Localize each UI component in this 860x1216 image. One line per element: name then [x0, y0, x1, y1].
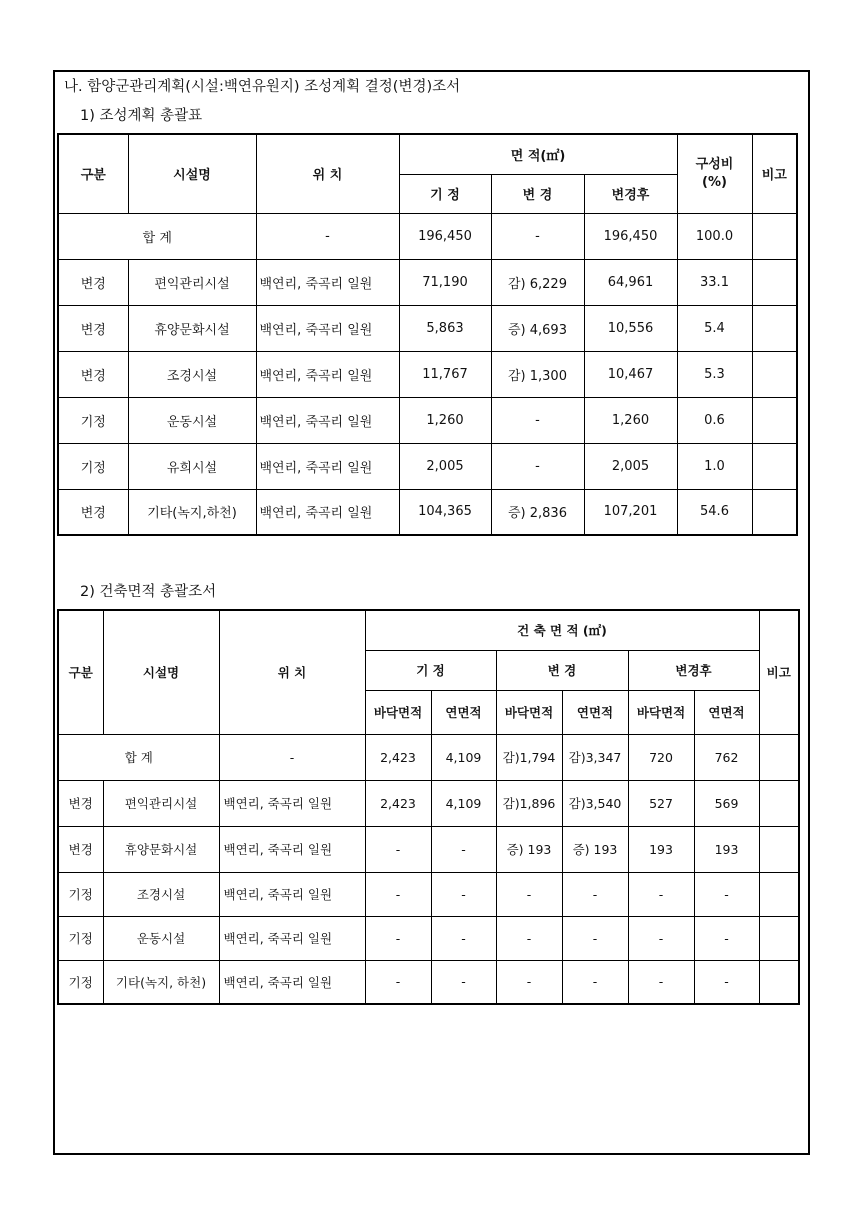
table-row: [58, 960, 799, 1004]
cell-facility: 기타(녹지, 하천): [103, 960, 219, 1004]
building-area-summary-table: [57, 609, 800, 1005]
section-title: 나. 함양군관리계획(시설:백연유원지) 조성계획 결정(변경)조서: [64, 79, 461, 95]
cell-remarks: [752, 305, 797, 351]
cell-category: 변경: [58, 826, 103, 872]
header-total-floor-area: 연면적: [431, 690, 496, 734]
cell-facility: 운동시설: [103, 916, 219, 960]
cell-change-total: 감)3,540: [562, 780, 628, 826]
header-facility: 시설명: [128, 134, 256, 213]
cell-existing-total: 4,109: [431, 734, 496, 780]
cell-location: 백연리, 죽곡리 일원: [219, 916, 365, 960]
cell-location: 백연리, 죽곡리 일원: [256, 397, 399, 443]
cell-location: -: [256, 213, 399, 259]
table-row: [58, 916, 799, 960]
cell-after-floor: -: [628, 960, 694, 1004]
cell-existing: 71,190: [399, 259, 491, 305]
cell-after-floor: -: [628, 872, 694, 916]
cell-ratio: 1.0: [677, 443, 752, 489]
cell-existing-total: 4,109: [431, 780, 496, 826]
header-area-group: 건 축 면 적 (㎡): [365, 610, 759, 650]
cell-after-total: -: [694, 872, 759, 916]
cell-facility: 조경시설: [128, 351, 256, 397]
header-remarks: 비고: [752, 134, 797, 213]
cell-category: 변경: [58, 489, 128, 535]
cell-change: 증) 4,693: [491, 305, 584, 351]
cell-facility: 휴양문화시설: [128, 305, 256, 351]
cell-after-floor: 720: [628, 734, 694, 780]
cell-remarks: [752, 397, 797, 443]
cell-category: 기정: [58, 916, 103, 960]
cell-existing-total: -: [431, 916, 496, 960]
cell-change-floor: -: [496, 872, 562, 916]
cell-location: 백연리, 죽곡리 일원: [256, 351, 399, 397]
cell-existing: 196,450: [399, 213, 491, 259]
table-row: [58, 351, 797, 397]
cell-existing-total: -: [431, 960, 496, 1004]
cell-location: 백연리, 죽곡리 일원: [256, 259, 399, 305]
cell-category: 기정: [58, 397, 128, 443]
cell-remarks: [752, 443, 797, 489]
cell-category: 변경: [58, 259, 128, 305]
cell-change: -: [491, 397, 584, 443]
cell-after-floor: 527: [628, 780, 694, 826]
cell-existing: 5,863: [399, 305, 491, 351]
cell-after: 196,450: [584, 213, 677, 259]
cell-remarks: [752, 351, 797, 397]
cell-existing: 104,365: [399, 489, 491, 535]
cell-category: 기정: [58, 960, 103, 1004]
cell-existing: 1,260: [399, 397, 491, 443]
cell-existing-floor: -: [365, 826, 431, 872]
cell-after-total: 569: [694, 780, 759, 826]
cell-category: 기정: [58, 872, 103, 916]
cell-after: 107,201: [584, 489, 677, 535]
cell-change-floor: 감)1,896: [496, 780, 562, 826]
header-total-floor-area: 연면적: [562, 690, 628, 734]
cell-remarks: [759, 780, 799, 826]
cell-location: 백연리, 죽곡리 일원: [256, 305, 399, 351]
cell-facility: 휴양문화시설: [103, 826, 219, 872]
cell-after: 2,005: [584, 443, 677, 489]
cell-facility: 운동시설: [128, 397, 256, 443]
cell-existing-floor: -: [365, 960, 431, 1004]
cell-change-total: 증) 193: [562, 826, 628, 872]
cell-category: 기정: [58, 443, 128, 489]
cell-location: 백연리, 죽곡리 일원: [256, 489, 399, 535]
header-existing: 기 정: [399, 174, 491, 213]
cell-facility: 유희시설: [128, 443, 256, 489]
cell-change-total: -: [562, 872, 628, 916]
cell-after-total: 193: [694, 826, 759, 872]
cell-after-total: -: [694, 916, 759, 960]
header-floor-area: 바닥면적: [496, 690, 562, 734]
cell-remarks: [759, 734, 799, 780]
cell-change-total: 감)3,347: [562, 734, 628, 780]
table-row: [58, 872, 799, 916]
cell-change-total: -: [562, 960, 628, 1004]
table-row: [58, 443, 797, 489]
cell-after: 1,260: [584, 397, 677, 443]
cell-remarks: [752, 259, 797, 305]
cell-existing-total: -: [431, 826, 496, 872]
header-location: 위 치: [256, 134, 399, 213]
cell-after: 10,556: [584, 305, 677, 351]
site-plan-summary-table: [57, 133, 798, 536]
table-row: [58, 259, 797, 305]
cell-category: 변경: [58, 351, 128, 397]
table-row: [58, 826, 799, 872]
cell-existing-floor: -: [365, 872, 431, 916]
header-facility: 시설명: [103, 610, 219, 734]
cell-location: 백연리, 죽곡리 일원: [219, 780, 365, 826]
cell-existing-floor: -: [365, 916, 431, 960]
cell-location: 백연리, 죽곡리 일원: [219, 826, 365, 872]
cell-remarks: [759, 916, 799, 960]
cell-ratio: 0.6: [677, 397, 752, 443]
cell-existing-total: -: [431, 872, 496, 916]
cell-existing: 11,767: [399, 351, 491, 397]
total-label: 합 계: [58, 734, 219, 780]
cell-existing-floor: 2,423: [365, 780, 431, 826]
cell-remarks: [752, 489, 797, 535]
cell-remarks: [759, 960, 799, 1004]
cell-change: 감) 6,229: [491, 259, 584, 305]
table-row: [58, 780, 799, 826]
cell-change: -: [491, 213, 584, 259]
header-floor-area: 바닥면적: [365, 690, 431, 734]
cell-change: 감) 1,300: [491, 351, 584, 397]
cell-after: 64,961: [584, 259, 677, 305]
header-category: 구분: [58, 610, 103, 734]
cell-ratio: 5.3: [677, 351, 752, 397]
cell-facility: 기타(녹지,하천): [128, 489, 256, 535]
cell-remarks: [759, 872, 799, 916]
table-row-total: [58, 734, 799, 780]
cell-facility: 조경시설: [103, 872, 219, 916]
cell-ratio: 100.0: [677, 213, 752, 259]
cell-remarks: [759, 826, 799, 872]
cell-change-floor: -: [496, 916, 562, 960]
header-after-change: 변경후: [584, 174, 677, 213]
header-area-group: 면 적(㎡): [399, 134, 677, 174]
cell-ratio: 5.4: [677, 305, 752, 351]
cell-category: 변경: [58, 305, 128, 351]
header-ratio: 구성비 (%): [677, 134, 752, 213]
cell-after-total: -: [694, 960, 759, 1004]
header-category: 구분: [58, 134, 128, 213]
cell-change-floor: -: [496, 960, 562, 1004]
cell-location: 백연리, 죽곡리 일원: [219, 960, 365, 1004]
table-row: [58, 305, 797, 351]
table-row: [58, 489, 797, 535]
cell-existing-floor: 2,423: [365, 734, 431, 780]
cell-facility: 편익관리시설: [103, 780, 219, 826]
cell-after: 10,467: [584, 351, 677, 397]
cell-location: 백연리, 죽곡리 일원: [256, 443, 399, 489]
cell-change: 증) 2,836: [491, 489, 584, 535]
header-after-change: 변경후: [628, 650, 759, 690]
header-existing: 기 정: [365, 650, 496, 690]
cell-after-floor: 193: [628, 826, 694, 872]
cell-location: -: [219, 734, 365, 780]
cell-after-total: 762: [694, 734, 759, 780]
cell-remarks: [752, 213, 797, 259]
cell-change-floor: 증) 193: [496, 826, 562, 872]
table-row: [58, 397, 797, 443]
cell-after-floor: -: [628, 916, 694, 960]
table1-subtitle: 1) 조성계획 총괄표: [80, 108, 203, 124]
header-location: 위 치: [219, 610, 365, 734]
table-row-total: [58, 213, 797, 259]
header-total-floor-area: 연면적: [694, 690, 759, 734]
header-floor-area: 바닥면적: [628, 690, 694, 734]
cell-category: 변경: [58, 780, 103, 826]
cell-change-floor: 감)1,794: [496, 734, 562, 780]
cell-location: 백연리, 죽곡리 일원: [219, 872, 365, 916]
cell-ratio: 33.1: [677, 259, 752, 305]
cell-existing: 2,005: [399, 443, 491, 489]
cell-change: -: [491, 443, 584, 489]
total-label: 합 계: [58, 213, 256, 259]
header-change: 변 경: [491, 174, 584, 213]
cell-change-total: -: [562, 916, 628, 960]
header-remarks: 비고: [759, 610, 799, 734]
cell-ratio: 54.6: [677, 489, 752, 535]
cell-facility: 편익관리시설: [128, 259, 256, 305]
header-change: 변 경: [496, 650, 628, 690]
table2-subtitle: 2) 건축면적 총괄조서: [80, 584, 217, 600]
